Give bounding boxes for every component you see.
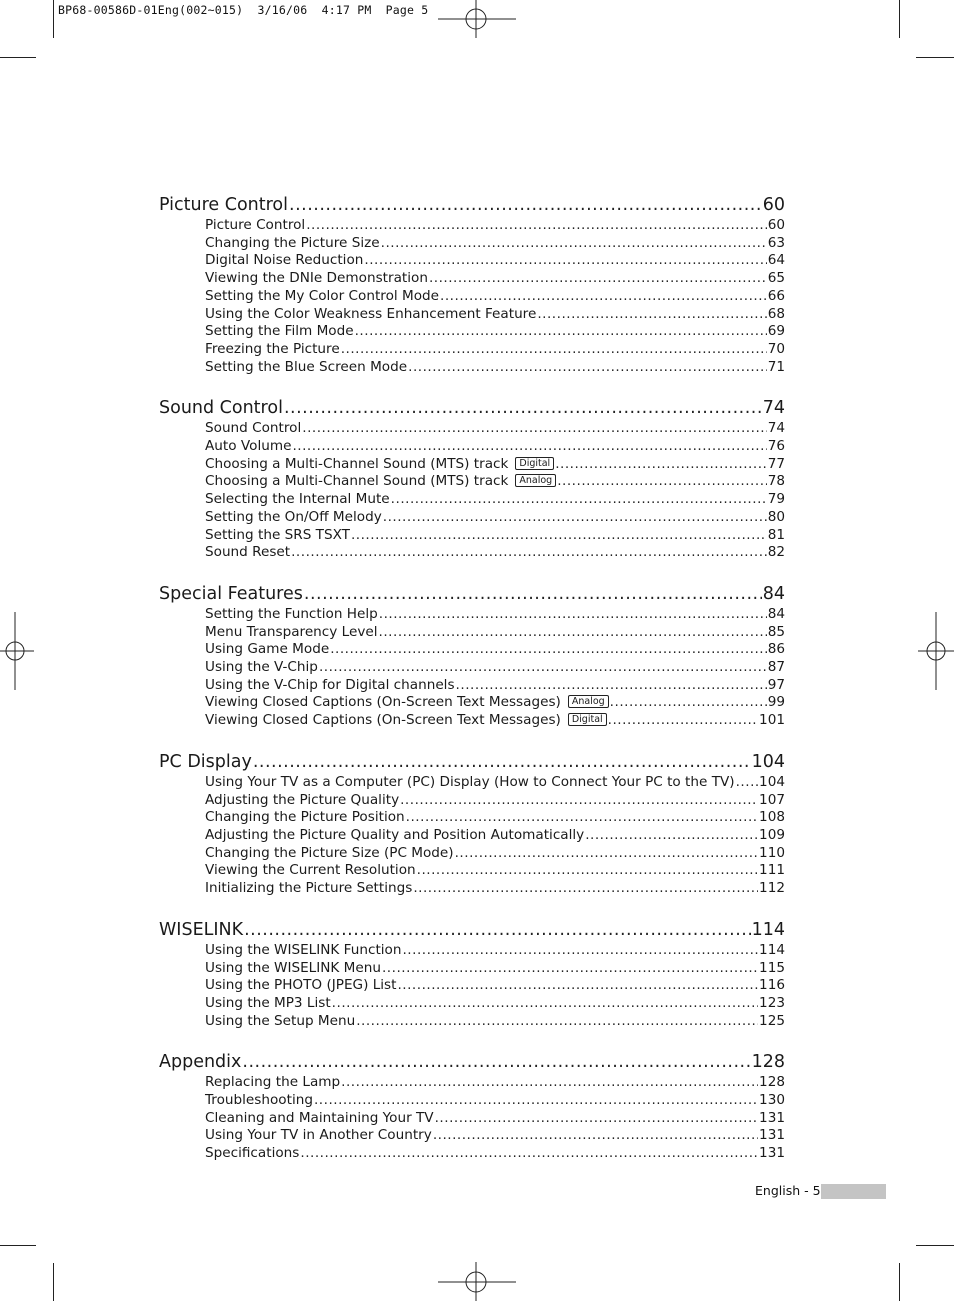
entry-title: Viewing Closed Captions (On-Screen Text Messages) — [205, 712, 561, 729]
entry-page-number: 123 — [759, 994, 785, 1011]
entry-page-number: 109 — [759, 826, 785, 843]
signal-type-badge: Digital — [515, 457, 554, 470]
section-title: Appendix — [159, 1052, 242, 1073]
entry-page-number: 76 — [767, 438, 785, 455]
entry-title: Using the V-Chip for Digital channels — [205, 676, 455, 693]
toc-entry — [159, 677, 785, 695]
entry-page-number: 128 — [759, 1074, 785, 1091]
entry-title: Viewing Closed Captions (On-Screen Text Messages) — [205, 694, 561, 711]
toc-entry — [159, 845, 785, 863]
toc-entry — [159, 641, 785, 659]
dot-leader — [284, 396, 762, 420]
entry-title: Specifications — [205, 1145, 300, 1162]
section-page-number: 60 — [762, 195, 785, 215]
dot-leader — [429, 270, 767, 288]
dot-leader — [400, 792, 758, 810]
entry-page-number: 101 — [759, 712, 785, 729]
entry-page-number: 60 — [767, 217, 785, 233]
toc-entry — [159, 438, 785, 456]
entry-page-number: 87 — [767, 659, 785, 676]
entry-page-number: 78 — [767, 473, 785, 490]
section-page-number: 114 — [751, 919, 785, 940]
footer-bar — [821, 1184, 886, 1199]
dot-leader — [253, 750, 751, 774]
toc-entry — [159, 995, 785, 1013]
section-heading — [159, 1050, 785, 1074]
dot-leader — [244, 918, 750, 942]
section-title: WISELINK — [159, 919, 244, 940]
dot-leader — [302, 420, 766, 438]
toc-entry — [159, 960, 785, 978]
toc-entry — [159, 456, 785, 474]
entry-title: Using the Color Weakness Enhancement Feature — [205, 305, 537, 322]
entry-page-number: 99 — [767, 694, 785, 711]
print-slug: BP68-00586D-01Eng(002~015) 3/16/06 4:17 PM Page 5 — [58, 3, 429, 17]
toc-entry — [159, 306, 785, 324]
entry-title: Choosing a Multi-Channel Sound (MTS) track — [205, 473, 509, 490]
section-page-number: 84 — [762, 583, 785, 604]
toc-section — [159, 582, 785, 730]
entry-page-number: 104 — [759, 773, 785, 790]
entry-page-number: 97 — [767, 676, 785, 693]
toc-section — [159, 750, 785, 898]
dot-leader — [455, 845, 758, 863]
signal-type-badge: Analog — [515, 474, 556, 487]
dot-leader — [351, 527, 767, 545]
toc-entry — [159, 270, 785, 288]
toc-entry — [159, 809, 785, 827]
toc-entry — [159, 473, 785, 491]
dot-leader — [289, 193, 762, 217]
dot-leader — [456, 677, 767, 695]
entry-title: Menu Transparency Level — [205, 623, 378, 640]
toc-entry — [159, 1013, 785, 1031]
section-heading — [159, 396, 785, 420]
section-page-number: 104 — [751, 751, 785, 772]
dot-leader — [356, 1013, 758, 1031]
entry-title: Digital Noise Reduction — [205, 252, 364, 269]
entry-title: Using Your TV as a Computer (PC) Display (How to Connect Your PC to the TV) — [205, 773, 735, 790]
entry-title: Replacing the Lamp — [205, 1074, 341, 1091]
toc-entry — [159, 544, 785, 562]
dot-leader — [408, 359, 767, 377]
entry-page-number: 108 — [759, 809, 785, 826]
dot-leader — [341, 1074, 758, 1092]
signal-type-badge: Digital — [568, 713, 607, 726]
toc-entry — [159, 1127, 785, 1145]
entry-title: Using the V-Chip — [205, 659, 318, 676]
dot-leader — [379, 624, 767, 642]
entry-page-number: 107 — [759, 791, 785, 808]
dot-leader — [319, 659, 767, 677]
dot-leader — [341, 341, 767, 359]
dot-leader — [397, 977, 758, 995]
dot-leader — [364, 252, 766, 270]
section-title: Sound Control — [159, 398, 283, 419]
entry-page-number: 85 — [767, 623, 785, 640]
toc-entry — [159, 774, 785, 792]
dot-leader — [433, 1127, 758, 1145]
section-heading — [159, 193, 785, 217]
entry-title: Changing the Picture Size — [205, 234, 380, 251]
toc-entry — [159, 942, 785, 960]
entry-title: Troubleshooting — [205, 1092, 313, 1109]
entry-page-number: 69 — [767, 323, 785, 340]
toc-entry — [159, 420, 785, 438]
dot-leader — [330, 641, 766, 659]
toc-entry — [159, 862, 785, 880]
registration-mark-left — [0, 612, 36, 692]
toc-entry — [159, 880, 785, 898]
entry-title: Using Your TV in Another Country — [205, 1127, 432, 1144]
toc-entry — [159, 1145, 785, 1163]
entry-title: Setting the Blue Screen Mode — [205, 358, 408, 375]
dot-leader — [332, 995, 758, 1013]
entry-title: Choosing a Multi-Channel Sound (MTS) track — [205, 455, 509, 472]
toc-entry — [159, 527, 785, 545]
entry-page-number: 74 — [767, 420, 785, 437]
toc-entry — [159, 491, 785, 509]
toc-entry — [159, 252, 785, 270]
toc-entry — [159, 624, 785, 642]
signal-type-badge: Analog — [568, 695, 609, 708]
entry-title: Setting the SRS TSXT — [205, 526, 350, 543]
toc-entry — [159, 323, 785, 341]
dot-leader — [306, 217, 766, 235]
section-title: Picture Control — [159, 195, 289, 215]
dot-leader — [304, 582, 762, 606]
dot-leader — [585, 827, 758, 845]
entry-title: Using the Setup Menu — [205, 1012, 356, 1029]
entry-title: Selecting the Internal Mute — [205, 491, 390, 508]
entry-page-number: 64 — [767, 252, 785, 269]
toc-section — [159, 193, 785, 376]
toc-entry — [159, 509, 785, 527]
dot-leader — [440, 288, 767, 306]
dot-leader — [300, 1145, 758, 1163]
entry-page-number: 130 — [759, 1092, 785, 1109]
page-footer-label: English - 5 — [755, 1183, 821, 1198]
dot-leader — [610, 694, 767, 712]
table-of-contents — [159, 193, 785, 1183]
dot-leader — [406, 809, 758, 827]
dot-leader — [381, 235, 767, 253]
entry-page-number: 116 — [759, 977, 785, 994]
entry-page-number: 131 — [759, 1145, 785, 1162]
entry-title: Cleaning and Maintaining Your TV — [205, 1109, 434, 1126]
dot-leader — [355, 323, 767, 341]
entry-title: Changing the Picture Size (PC Mode) — [205, 844, 454, 861]
section-heading — [159, 750, 785, 774]
section-page-number: 74 — [762, 398, 785, 419]
entry-page-number: 110 — [759, 844, 785, 861]
entry-page-number: 80 — [767, 508, 785, 525]
entry-title: Viewing the DNIe Demonstration — [205, 270, 428, 287]
toc-entry — [159, 792, 785, 810]
toc-entry — [159, 341, 785, 359]
section-title: PC Display — [159, 751, 252, 772]
dot-leader — [383, 509, 767, 527]
dot-leader — [413, 880, 758, 898]
entry-title: Setting the On/Off Melody — [205, 508, 382, 525]
toc-entry — [159, 712, 785, 730]
dot-leader — [608, 712, 758, 730]
dot-leader — [537, 306, 766, 324]
entry-title: Using the MP3 List — [205, 994, 331, 1011]
entry-title: Picture Control — [205, 217, 306, 233]
entry-page-number: 112 — [759, 880, 785, 897]
entry-page-number: 115 — [759, 959, 785, 976]
entry-page-number: 114 — [759, 941, 785, 958]
entry-title: Sound Reset — [205, 544, 291, 561]
entry-page-number: 82 — [767, 544, 785, 561]
entry-title: Auto Volume — [205, 438, 292, 455]
entry-title: Using the WISELINK Menu — [205, 959, 381, 976]
entry-page-number: 111 — [759, 862, 785, 879]
entry-page-number: 86 — [767, 641, 785, 658]
toc-entry — [159, 827, 785, 845]
toc-section — [159, 396, 785, 562]
entry-title: Changing the Picture Position — [205, 809, 405, 826]
dot-leader — [555, 456, 766, 474]
entry-title: Sound Control — [205, 420, 302, 437]
entry-title: Using Game Mode — [205, 641, 330, 658]
entry-title: Freezing the Picture — [205, 340, 340, 357]
toc-entry — [159, 659, 785, 677]
toc-entry — [159, 694, 785, 712]
section-page-number: 128 — [751, 1052, 785, 1073]
toc-entry — [159, 1110, 785, 1128]
entry-title: Setting the My Color Control Mode — [205, 287, 440, 304]
entry-page-number: 84 — [767, 605, 785, 622]
toc-entry — [159, 217, 785, 235]
entry-title: Setting the Function Help — [205, 605, 378, 622]
registration-mark-top — [436, 0, 518, 40]
section-heading — [159, 582, 785, 606]
registration-mark-right — [916, 612, 954, 692]
toc-entry — [159, 977, 785, 995]
toc-entry — [159, 359, 785, 377]
dot-leader — [382, 960, 758, 978]
entry-title: Using the WISELINK Function — [205, 941, 402, 958]
section-heading — [159, 918, 785, 942]
entry-title: Using the PHOTO (JPEG) List — [205, 977, 397, 994]
dot-leader — [402, 942, 758, 960]
entry-page-number: 79 — [767, 491, 785, 508]
entry-page-number: 81 — [767, 526, 785, 543]
entry-page-number: 70 — [767, 340, 785, 357]
entry-page-number: 68 — [767, 305, 785, 322]
entry-page-number: 131 — [759, 1127, 785, 1144]
dot-leader — [292, 438, 766, 456]
dot-leader — [391, 491, 767, 509]
section-title: Special Features — [159, 583, 303, 604]
registration-mark-bottom — [436, 1262, 518, 1301]
entry-page-number: 65 — [767, 270, 785, 287]
dot-leader — [291, 544, 767, 562]
entry-title: Viewing the Current Resolution — [205, 862, 416, 879]
dot-leader — [314, 1092, 758, 1110]
entry-title: Initializing the Picture Settings — [205, 880, 413, 897]
dot-leader — [242, 1050, 750, 1074]
toc-section — [159, 1050, 785, 1163]
toc-entry — [159, 606, 785, 624]
dot-leader — [435, 1110, 758, 1128]
entry-page-number: 71 — [767, 358, 785, 375]
entry-title: Adjusting the Picture Quality — [205, 791, 400, 808]
toc-entry — [159, 1074, 785, 1092]
toc-entry — [159, 235, 785, 253]
entry-page-number: 77 — [767, 455, 785, 472]
dot-leader — [557, 473, 766, 491]
dot-leader — [417, 862, 758, 880]
toc-section — [159, 918, 785, 1031]
entry-title: Setting the Film Mode — [205, 323, 354, 340]
entry-page-number: 125 — [759, 1012, 785, 1029]
toc-entry — [159, 288, 785, 306]
entry-title: Adjusting the Picture Quality and Position Automatically — [205, 826, 585, 843]
dot-leader — [379, 606, 767, 624]
entry-page-number: 63 — [767, 234, 785, 251]
toc-entry — [159, 1092, 785, 1110]
entry-page-number: 66 — [767, 287, 785, 304]
dot-leader — [736, 774, 758, 792]
entry-page-number: 131 — [759, 1109, 785, 1126]
